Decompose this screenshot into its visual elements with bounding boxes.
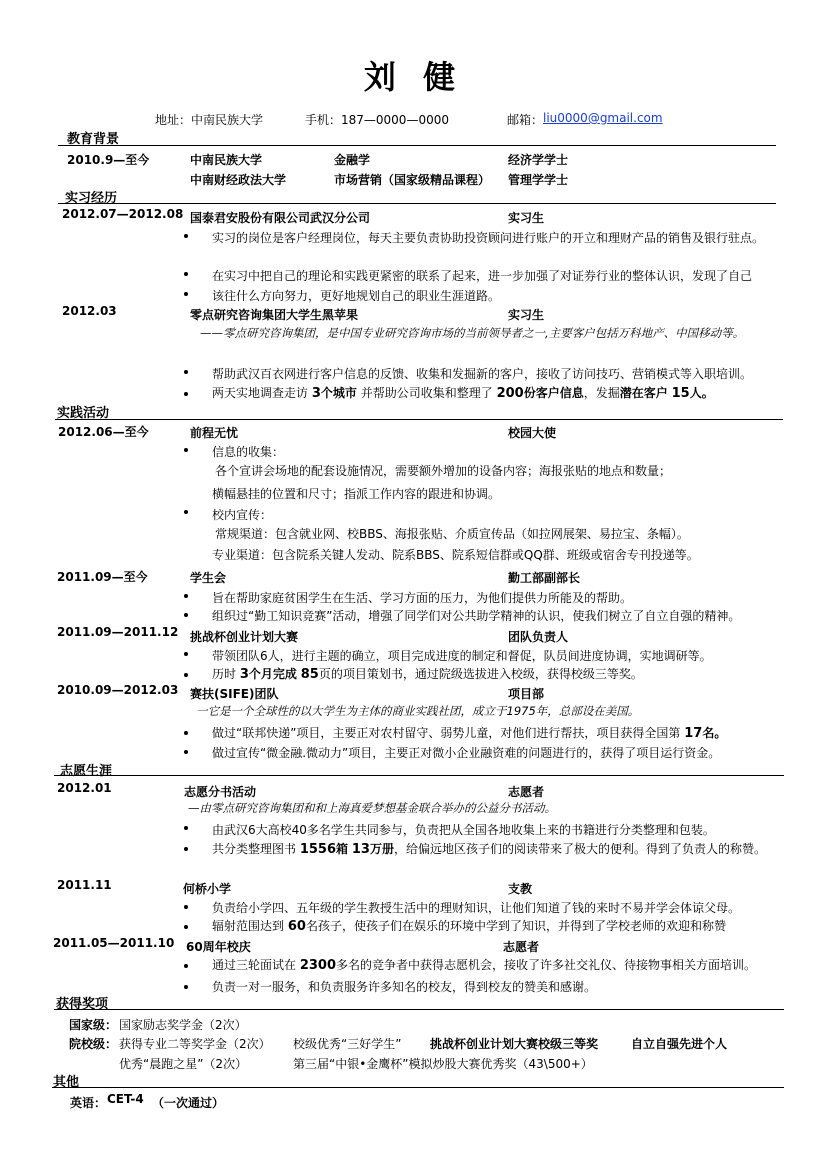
text-span: 名孩子，使孩子们在娱乐的环境中学到了知识，并得到了学校老师的欢迎和称赞 bbox=[305, 919, 726, 933]
practice3-role: 团队负责人 bbox=[508, 630, 569, 644]
vol2-role: 支教 bbox=[508, 882, 533, 896]
text-span: 个月完成 bbox=[248, 667, 297, 681]
number-span: 1556 bbox=[299, 842, 337, 857]
education-degree-1: 经济学学士 bbox=[508, 153, 569, 167]
section-divider bbox=[54, 1009, 784, 1010]
text-span: 两天实地调查走访 bbox=[212, 386, 309, 400]
award-item: 自立自强先进个人 bbox=[631, 1037, 728, 1051]
bullet-icon bbox=[184, 594, 188, 598]
practice1-bullet-1-line-2: 横幅悬挂的位置和尺寸；指派工作内容的跟进和协调。 bbox=[212, 487, 501, 501]
vol2-date: 2011.11 bbox=[57, 878, 112, 892]
education-school-1: 中南民族大学 bbox=[190, 153, 263, 167]
vol2-bullet-2 bbox=[212, 917, 726, 934]
practice1-bullet-1-line-1: 各个宣讲会场地的配套设施情况，需要额外增加的设备内容；海报张贴的地点和数量； bbox=[215, 464, 672, 478]
bullet-icon bbox=[184, 448, 188, 452]
vol3-date: 2011.05—2011.10 bbox=[53, 936, 175, 950]
practice2-bullet-2: 组织过“勤工知识竞赛”活动，增强了同学们对公共助学精神的认识，使我们树立了自立自强的精神。 bbox=[212, 609, 741, 623]
vol2-bullet-1: 负责给小学四、五年级的学生教授生活中的理财知识，让他们知道了钱的来时不易并学会体谅父母。 bbox=[212, 901, 741, 915]
text-span: 共分类整理图书 bbox=[212, 842, 297, 856]
vol1-date: 2012.01 bbox=[57, 781, 112, 795]
number-span: 60 bbox=[287, 919, 306, 934]
number-span: 17 bbox=[684, 726, 703, 741]
text-span: 人。 bbox=[689, 386, 714, 400]
practice1-bullet-2: 校内宣传： bbox=[212, 508, 273, 522]
practice1-bullet-2-line-2: 专业渠道：包含院系关键人发动、院系BBS、院系短信群或QQ群、班级或宿舍专刊投递等。 bbox=[212, 548, 699, 562]
english-label: 英语： bbox=[70, 1096, 107, 1110]
practice1-role: 校园大使 bbox=[508, 426, 557, 440]
award-item: 校级优秀“三好学生” bbox=[293, 1037, 402, 1051]
practice1-date: 2012.06—至今 bbox=[58, 425, 149, 439]
education-major-2: 市场营销（国家级精品课程） bbox=[334, 173, 491, 187]
bullet-icon bbox=[184, 731, 188, 735]
practice3-bullet-2 bbox=[212, 665, 643, 682]
english-level: CET-4 bbox=[107, 1092, 144, 1106]
section-title-awards: 获得奖项 bbox=[56, 997, 109, 1012]
text-span: 潜在客户 bbox=[619, 386, 668, 400]
text-span: 个城市 bbox=[320, 386, 357, 400]
text-span: 页的项目策划书，通过院级选拔进入校级，获得校级三等奖。 bbox=[318, 667, 643, 681]
intern1-date: 2012.07—2012.08 bbox=[62, 207, 184, 221]
education-date: 2010.9—至今 bbox=[67, 153, 150, 167]
bullet-icon bbox=[184, 925, 188, 929]
section-divider bbox=[58, 203, 776, 204]
english-note: （一次通过） bbox=[152, 1096, 225, 1110]
email-label: 邮箱： bbox=[507, 113, 544, 127]
vol1-bullet-2 bbox=[212, 840, 766, 857]
practice3-org: 挑战杯创业计划大赛 bbox=[190, 630, 299, 644]
practice3-bullet-1: 带领团队6人，进行主题的确立，项目完成进度的制定和督促，队员间进度协调，实地调研等。 bbox=[212, 649, 712, 663]
practice4-description: 一它是一个全球性的以大学生为主体的商业实践社团，成立于1975年，总部设在美国。 bbox=[196, 704, 640, 718]
text-span: ，给偏远地区孩子们的阅读带来了极大的便利。得到了负责人的称赞。 bbox=[393, 842, 766, 856]
bullet-icon bbox=[184, 847, 188, 851]
award-item: 第三届“中银•金鹰杯”模拟炒股大赛优秀奖（43\500+） bbox=[293, 1057, 593, 1071]
intern2-description: ——零点研究咨询集团，是中国专业研究咨询市场的当前领导者之一,主要客户包括万科地产、中国移动等。 bbox=[200, 326, 745, 340]
number-span: 200 bbox=[496, 386, 524, 401]
text-span: 箱 bbox=[336, 842, 349, 856]
number-span: 15 bbox=[671, 386, 690, 401]
intern1-bullet-3: 该往什么方向努力，更好地规划自己的职业生涯道路。 bbox=[212, 289, 501, 303]
section-title-volunteer: 志愿生涯 bbox=[60, 764, 113, 779]
vol1-org: 志愿分书活动 bbox=[184, 785, 257, 799]
vol1-role: 志愿者 bbox=[508, 785, 545, 799]
resume-name: 刘 健 bbox=[363, 58, 464, 96]
vol2-org: 何桥小学 bbox=[183, 882, 232, 896]
text-span: 并帮助公司收集和整理了 bbox=[360, 386, 493, 400]
practice2-role: 勤工部副部长 bbox=[508, 571, 581, 585]
text-span: 通过三轮面试在 bbox=[212, 958, 297, 972]
phone: 手机：187—0000—0000 bbox=[305, 113, 449, 127]
bullet-icon bbox=[184, 826, 188, 830]
practice1-bullet-2-line-1: 常规渠道：包含就业网、校BBS、海报张贴、介质宣传品（如拉网展架、易拉宝、条幅）。 bbox=[215, 527, 689, 541]
bullet-icon bbox=[184, 985, 188, 989]
text-span: 辐射范围达到 bbox=[212, 919, 285, 933]
bullet-icon bbox=[184, 272, 188, 276]
text-span: 万册 bbox=[369, 842, 394, 856]
practice2-org: 学生会 bbox=[190, 571, 227, 585]
email-link[interactable]: liu0000@gmail.com bbox=[543, 111, 663, 125]
practice4-bullet-2: 做过宣传“微金融.微动力”项目，主要正对微小企业融资难的问题进行的，获得了项目运行资金。 bbox=[212, 746, 721, 760]
awards-national: 国家励志奖学金（2次） bbox=[119, 1018, 247, 1032]
bullet-icon bbox=[184, 750, 188, 754]
awards-school-label: 院校级： bbox=[69, 1037, 118, 1051]
intern2-bullet-1: 帮助武汉百衣网进行客户信息的反馈、收集和发掘新的客户，接收了访问技巧、营销模式等入职培训。 bbox=[212, 367, 753, 381]
awards-national-label: 国家级： bbox=[69, 1018, 118, 1032]
bullet-icon bbox=[184, 370, 188, 374]
intern1-bullet-2: 在实习中把自己的理论和实践更紧密的联系了起来，进一步加强了对证券行业的整体认识，发现了自己 bbox=[212, 269, 753, 283]
practice4-date: 2010.09—2012.03 bbox=[57, 683, 179, 697]
text-span: 历时 bbox=[212, 667, 237, 681]
award-item: 获得专业二等奖学金（2次） bbox=[119, 1037, 271, 1051]
education-major-1: 金融学 bbox=[334, 153, 371, 167]
section-title-internship: 实习经历 bbox=[65, 191, 118, 206]
vol3-bullet-2: 负责一对一服务，和负责服务许多知名的校友，得到校友的赞美和感谢。 bbox=[212, 980, 597, 994]
text-span: 名。 bbox=[702, 726, 727, 740]
vol3-role: 志愿者 bbox=[503, 940, 540, 954]
intern2-date: 2012.03 bbox=[62, 304, 117, 318]
number-span: 85 bbox=[300, 667, 319, 682]
section-divider bbox=[52, 1087, 784, 1088]
intern1-role: 实习生 bbox=[508, 211, 545, 225]
section-title-other: 其他 bbox=[53, 1075, 80, 1090]
address: 地址：中南民族大学 bbox=[155, 113, 264, 127]
section-divider bbox=[55, 419, 783, 420]
intern1-org: 国泰君安股份有限公司武汉分公司 bbox=[190, 211, 371, 225]
intern2-org: 零点研究咨询集团大学生黑苹果 bbox=[190, 308, 359, 322]
text-span: 多名的竞争者中获得志愿机会，接收了许多社交礼仪、待接物事相关方面培训。 bbox=[336, 958, 757, 972]
vol3-org: 60周年校庆 bbox=[186, 940, 251, 954]
practice2-date: 2011.09—至今 bbox=[57, 570, 148, 584]
practice2-bullet-1: 旨在帮助家庭贫困学生在生活、学习方面的压力，为他们提供力所能及的帮助。 bbox=[212, 591, 633, 605]
practice3-date: 2011.09—2011.12 bbox=[57, 625, 179, 639]
bullet-icon bbox=[184, 613, 188, 617]
bullet-icon bbox=[184, 652, 188, 656]
text-span: ，发掘 bbox=[583, 386, 620, 400]
practice4-bullet-1 bbox=[212, 724, 726, 741]
bullet-icon bbox=[184, 905, 188, 909]
bullet-icon bbox=[184, 392, 188, 396]
number-span: 3 bbox=[311, 386, 321, 401]
section-title-education: 教育背景 bbox=[67, 132, 120, 147]
number-span: 2300 bbox=[299, 958, 337, 973]
section-divider bbox=[54, 775, 784, 776]
education-school-2: 中南财经政法大学 bbox=[190, 173, 287, 187]
bullet-icon bbox=[184, 964, 188, 968]
text-span: 做过“联邦快递”项目，主要正对农村留守、弱势儿童，对他们进行帮扶，项目获得全国第 bbox=[212, 726, 681, 740]
vol3-bullet-1 bbox=[212, 956, 756, 973]
intern2-role: 实习生 bbox=[508, 308, 545, 322]
section-title-practice: 实践活动 bbox=[57, 406, 110, 421]
section-divider bbox=[58, 145, 776, 146]
vol1-bullet-1: 由武汉6大高校40多名学生共同参与，负责把从全国各地收集上来的书籍进行分类整理和包装。 bbox=[212, 823, 715, 837]
intern2-bullet-2 bbox=[212, 384, 714, 401]
bullet-icon bbox=[184, 673, 188, 677]
number-span: 3 bbox=[239, 667, 249, 682]
bullet-icon bbox=[184, 510, 188, 514]
award-item: 挑战杯创业计划大赛校级三等奖 bbox=[430, 1037, 599, 1051]
vol1-description: —由零点研究咨询集团和和上海真爱梦想基金联合举办的公益分书活动。 bbox=[188, 801, 556, 815]
practice4-org: 赛扶(SIFE)团队 bbox=[190, 687, 279, 701]
intern1-bullet-1: 实习的岗位是客户经理岗位，每天主要负责协助投资顾问进行账户的开立和理财产品的销售及银行驻点。 bbox=[212, 231, 765, 245]
practice4-role: 项目部 bbox=[508, 687, 545, 701]
number-span: 13 bbox=[351, 842, 370, 857]
education-degree-2: 管理学学士 bbox=[508, 173, 569, 187]
practice1-org: 前程无忧 bbox=[190, 426, 239, 440]
bullet-icon bbox=[184, 234, 188, 238]
text-span: 份客户信息 bbox=[523, 386, 584, 400]
practice1-bullet-1: 信息的收集： bbox=[212, 445, 285, 459]
bullet-icon bbox=[184, 292, 188, 296]
award-item: 优秀“晨跑之星”（2次） bbox=[119, 1057, 248, 1071]
